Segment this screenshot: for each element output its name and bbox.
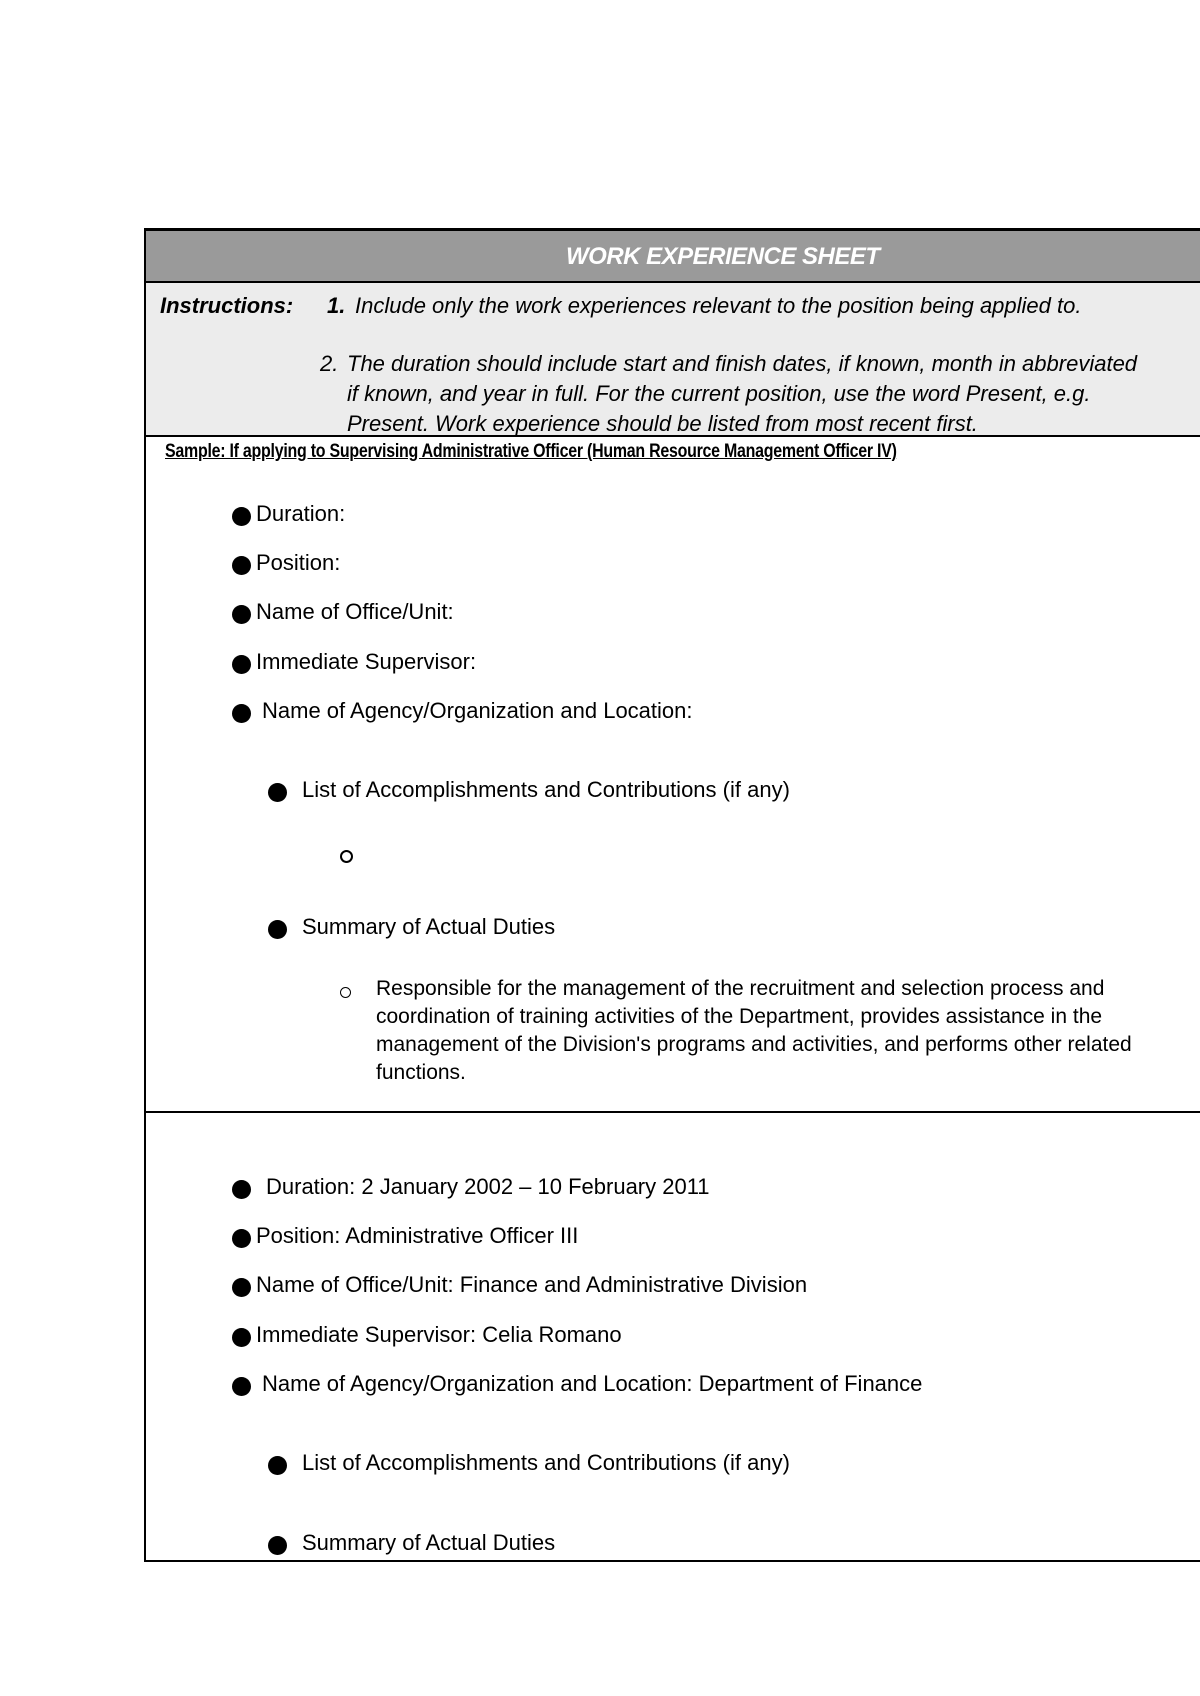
sample-heading: Sample: If applying to Supervising Administrative Officer (Human Resource Management Officer IV) [165, 441, 897, 462]
bullet-icon [268, 783, 287, 802]
work-experience-sheet [144, 228, 1200, 1562]
instruction-2-line: Present. Work experience should be listed from most recent first. [347, 411, 978, 436]
bullet-icon [232, 556, 251, 575]
bullet-icon [268, 920, 287, 939]
bullet-icon [268, 1536, 287, 1555]
sub-bullet-icon [340, 987, 351, 998]
office-value: Name of Office/Unit: Finance and Administrative Division [256, 1272, 808, 1297]
sub-bullet-icon [340, 850, 353, 863]
bullet-icon [232, 1180, 251, 1199]
agency-value: Name of Agency/Organization and Location: Department of Finance [262, 1371, 923, 1396]
bullet-icon [232, 605, 251, 624]
accomplishments-label: List of Accomplishments and Contributions (if any) [302, 1450, 790, 1475]
bullet-icon [232, 1377, 251, 1396]
instruction-2-line: The duration should include start and finish dates, if known, month in abbreviated [347, 351, 1138, 376]
bullet-icon [268, 1456, 287, 1475]
accomplishments-label: List of Accomplishments and Contributions (if any) [302, 777, 790, 802]
bullet-icon [232, 655, 251, 674]
title-band [146, 231, 1200, 283]
bullet-icon [232, 1278, 251, 1297]
duties-line: coordination of training activities of the Department, provides assistance in the [376, 1005, 1103, 1028]
supervisor-label: Immediate Supervisor: [256, 649, 477, 674]
instructions-section [146, 283, 1200, 437]
instructions-label: Instructions: [160, 293, 294, 318]
duties-label: Summary of Actual Duties [302, 914, 556, 939]
sheet-title: WORK EXPERIENCE SHEET [566, 243, 880, 270]
position-label: Position: [256, 550, 341, 575]
duties-line: Responsible for the management of the recruitment and selection process and [376, 977, 1105, 1000]
agency-label: Name of Agency/Organization and Location: [262, 698, 693, 723]
instruction-2-line: if known, and year in full. For the current position, use the word Present, e.g. [347, 381, 1091, 406]
bullet-icon [232, 507, 251, 526]
bullet-icon [232, 704, 251, 723]
instruction-1-number: 1. [327, 293, 346, 318]
duties-line: functions. [376, 1061, 466, 1084]
section-divider [146, 1111, 1200, 1113]
instruction-2-number: 2. [320, 351, 339, 376]
office-label: Name of Office/Unit: [256, 599, 454, 624]
duration-label: Duration: [256, 501, 346, 526]
duration-value: Duration: 2 January 2002 – 10 February 2011 [266, 1174, 710, 1199]
bullet-icon [232, 1328, 251, 1347]
duties-description [376, 975, 1196, 1087]
instruction-1-text: Include only the work experiences relevant to the position being applied to. [355, 293, 1082, 318]
duties-line: management of the Division's programs and activities, and performs other related [376, 1033, 1132, 1056]
duties-label: Summary of Actual Duties [302, 1530, 556, 1555]
bullet-icon [232, 1229, 251, 1248]
position-value: Position: Administrative Officer III [256, 1223, 579, 1248]
supervisor-value: Immediate Supervisor: Celia Romano [256, 1322, 622, 1347]
